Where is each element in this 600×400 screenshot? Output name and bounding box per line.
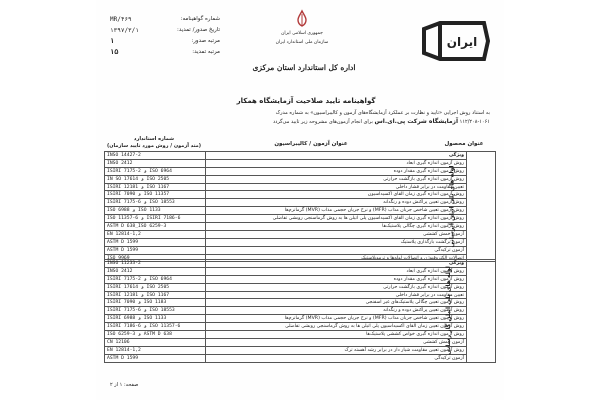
standard-cell: EN 12814-1,2: [105, 230, 206, 238]
test-cell: تعیین مقاومت در برابر فشار داخلی: [206, 183, 467, 191]
standard-cell: ISIRI 17614 و ISO 2505: [105, 283, 206, 291]
column-header-test: عنوان آزمون / کالیبراسیون: [274, 141, 348, 147]
standard-cell: ISIRI 7175-6 و ISO 18553: [105, 199, 206, 207]
table-row: [105, 346, 496, 354]
intro-line-2: [118, 118, 490, 127]
table-row: [105, 260, 496, 268]
test-cell: روش آزمون تعیین چگالی پلاستیک‌های غیر اسفنجی: [206, 299, 467, 307]
test-cell: روش آزمون اندازه گیری زمان القای اکسیداسیون: [206, 191, 467, 199]
product-label: لوله های پلی اتیلن گاز رسانی: [445, 265, 453, 355]
info-value: ۱۳۹۷/۳/۱: [110, 27, 139, 34]
page-number: صفحه: ۱ از ۲: [110, 382, 139, 388]
table-row: [105, 307, 496, 315]
table-row: [105, 238, 496, 246]
table-row: [105, 354, 496, 362]
standard-cell: ISO 11357-6 و ISIRI 7186-6: [105, 215, 206, 223]
test-cell: روش آزمون اندازه گیری مقدار دوده: [206, 275, 467, 283]
test-cell: آزمون برگشت بارگذاری پلاستیک: [206, 238, 467, 246]
table-row: [105, 191, 496, 199]
standard-cell: ASTM D 1599: [105, 354, 206, 362]
column-header-product: عنوان محصول: [444, 141, 484, 147]
column-header-standard-line2: (متد آزمون / روش مورد تایید سازمان): [107, 143, 201, 149]
table-row: [105, 223, 496, 231]
standard-cell: ISO 6259-3 و ASTM D 638: [105, 331, 206, 339]
ministry-line-1: جمهوری اسلامی ایران: [281, 31, 323, 36]
certificate-page: [96, 0, 504, 400]
test-cell: روش آزمون اندازه گیری بازگشت حرارتی: [206, 283, 467, 291]
test-cell: روش آزمون اندازه گیری بازگشت حرارتی: [206, 175, 467, 183]
table-row: [105, 283, 496, 291]
certificate-info-block: [110, 14, 220, 58]
test-cell: آزمون خمش کششی: [206, 230, 467, 238]
test-cell: آزمون خمش کششی: [206, 338, 467, 346]
table-row: [105, 175, 496, 183]
test-cell: روش آزمون تعیین پراکنش دوده و رنگدانه: [206, 307, 467, 315]
table-row: [105, 159, 496, 167]
intro-paragraph: [118, 109, 490, 126]
info-label: مرتبه تمدید:: [192, 49, 220, 55]
document-number: ۱۱۲/۲۰۸-۱۰۶۱: [459, 118, 490, 125]
table-column-headers: [104, 137, 496, 151]
table-row: [105, 267, 496, 275]
standard-cell: IN SO 17614 و ISO 2505: [105, 175, 206, 183]
table-row: [105, 183, 496, 191]
standard-cell: ISIRI 7175-2 و ISO 6964: [105, 167, 206, 175]
test-cell: آزمون ترکیدگی: [206, 354, 467, 362]
standard-cell: EN 12814-1,2: [105, 346, 206, 354]
standard-cell: INSO 2412: [105, 159, 206, 167]
tests-table-gas: [104, 259, 496, 363]
standard-cell: ISIRI 7186-6 و ISO 11357-6: [105, 323, 206, 331]
table-row: [105, 291, 496, 299]
test-cell: روش آزمون اندازه گیری ابعاد: [206, 159, 467, 167]
table-row: [105, 323, 496, 331]
tests-table-water: [104, 151, 496, 262]
standard-cell: ASTM D 1599: [105, 246, 206, 254]
logo-text: ایران: [446, 35, 478, 49]
table-row: [105, 275, 496, 283]
table-row: [105, 215, 496, 223]
table-row: [105, 167, 496, 175]
test-cell: روش آزمون تعیین مقاومت شیار دار در برابر رشد آهسته ترک: [206, 346, 467, 354]
test-cell: روش آزمون تعیین شاخص جریان مذاب (MFR) و نرخ جریان حجمی مذاب (MVR) گرمانرم‌ها: [206, 315, 467, 323]
standard-cell: ISO 9969: [105, 254, 206, 262]
certificate-info-row: [110, 25, 220, 36]
product-label: لوله های پلی اتیلن آبرسانی: [448, 165, 456, 248]
certificate-info-row: [110, 14, 220, 25]
test-cell: روش آزمون اندازه گیری خواص کششی پلاستیک‌ها: [206, 331, 467, 339]
standard-cell: ISIRI 7175-2 و ISO 6964: [105, 275, 206, 283]
table-row: [105, 207, 496, 215]
standard-cell: CN 12106: [105, 338, 206, 346]
standard-cell: ASTM D 1599: [105, 238, 206, 246]
table-row: [105, 246, 496, 254]
standard-cell: INSO 14427-2: [105, 152, 206, 160]
info-value: ۱: [110, 37, 115, 45]
standard-cell: ISIRI 12181 و ISO 1167: [105, 291, 206, 299]
test-cell: روش آزمون اندازه گیری مقدار دوده: [206, 167, 467, 175]
info-label: مرتبه صدور:: [191, 38, 220, 44]
test-cell: ویژگی: [206, 260, 467, 268]
info-label: تاریخ صدور/ تمدید:: [176, 27, 220, 33]
info-value: ۱۵: [110, 48, 119, 56]
table-row: [105, 152, 496, 160]
table-row: [105, 338, 496, 346]
standard-cell: ASTM D 638_ISO 6259-3: [105, 223, 206, 231]
certificate-info-row: [110, 36, 220, 47]
test-cell: ویژگی: [206, 152, 467, 160]
ministry-line-2: سازمان ملی استاندارد ایران: [275, 40, 329, 45]
test-cell: تعیین مقاومت در برابر فشار داخلی: [206, 291, 467, 299]
iran-emblem-icon: [294, 10, 310, 28]
test-cell: روش آزمون تعیین زمان القای اکسیداسیون پلی اتیلن ها به روش گرماسنجی روبشی تفاضلی: [206, 323, 467, 331]
column-header-standard: [104, 136, 204, 150]
info-label: شماره گواهینامه:: [180, 16, 220, 22]
certificate-info-row: [110, 47, 220, 58]
test-cell: روش آزمون تعیین شاخص جریان مذاب (MFR) و نرخ جریان حجمی مذاب (MVR) گرمانرم‌ها: [206, 207, 467, 215]
standard-cell: INSO 2412: [105, 267, 206, 275]
document-title: گواهینامه تایید صلاحیت آزمایشگاه همکار: [236, 97, 376, 105]
test-cell: آزمون ترکیدگی: [206, 246, 467, 254]
organization-name: اداره کل استاندارد استان مرکزی: [252, 63, 356, 72]
iran-standard-logo-icon: [418, 15, 494, 67]
standard-cell: ISIRI 7175-6 و ISO 18553: [105, 307, 206, 315]
test-cell: روش آزمون اندازه گیری زمان القای اکسیداسیون پلی اتیلن ها به روش گرماسنجی روبشی تفاضلی: [206, 215, 467, 223]
column-header-standard-line1: شماره استاندارد: [133, 136, 175, 142]
test-cell: روش آزمون تعیین پراکنش دوده و رنگدانه: [206, 199, 467, 207]
test-cell: روش آزمون اندازه گیری ابعاد: [206, 267, 467, 275]
table-row: [105, 230, 496, 238]
info-value: MR/۴۶۹: [110, 16, 132, 23]
standard-cell: ISIRI 7090 و ISO 1183: [105, 299, 206, 307]
intro-suffix: برای انجام آزمون‌های مشروحه زیر تایید می‌گردد: [272, 118, 373, 125]
standard-cell: INSO 11233-2: [105, 260, 206, 268]
table-row: [105, 315, 496, 323]
standard-cell: ISIRI 6988 و ISO 1133: [105, 315, 206, 323]
standard-cell: ISIRI 12181 و ISO 1167: [105, 183, 206, 191]
standard-cell: ISIRI 7090 و ISO 11357: [105, 191, 206, 199]
standard-cell: ISO 6988 و ISO 1133: [105, 207, 206, 215]
test-cell: اتصالات الکتروفیوژن و اتصالات لوله‌ها و ترموپلاستیک: [206, 254, 467, 262]
lab-name: آزمایشگاه شرکت پی.ای.اس: [374, 117, 459, 125]
intro-line-1: به استناد روش اجرایی «تایید و نظارت بر عملکرد آزمایشگاه‌های آزمون و کالیبراسیون» به شماره مدرک: [275, 110, 490, 116]
table-row: [105, 299, 496, 307]
table-row: [105, 331, 496, 339]
test-cell: روش آزمون اندازه گیری چگالی پلاستیک‌ها: [206, 223, 467, 231]
